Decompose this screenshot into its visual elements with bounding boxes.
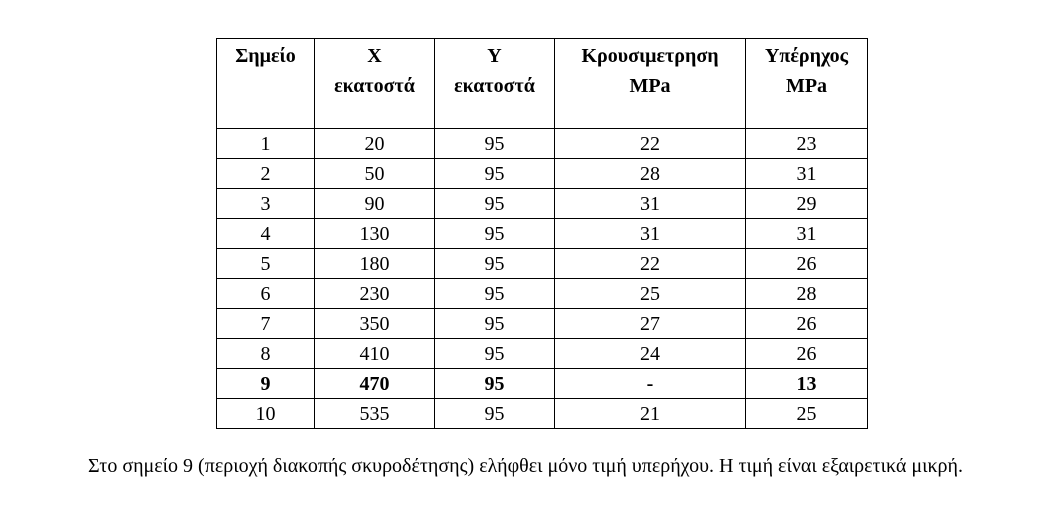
cell-x: 470 [315,369,435,399]
cell-x: 350 [315,309,435,339]
header-row [217,39,868,129]
cell-y: 95 [435,309,555,339]
cell-point: 10 [217,399,315,429]
cell-rebound: 24 [555,339,746,369]
table-row [217,219,868,249]
cell-y: 95 [435,339,555,369]
cell-rebound: 22 [555,249,746,279]
header-x-label: Χ [367,45,382,67]
cell-rebound: 25 [555,279,746,309]
table-row [217,279,868,309]
cell-ultrasound: 13 [746,369,868,399]
cell-y: 95 [435,189,555,219]
table-row [217,249,868,279]
cell-point: 3 [217,189,315,219]
cell-ultrasound: 29 [746,189,868,219]
cell-point: 9 [217,369,315,399]
table-row [217,399,868,429]
cell-ultrasound: 31 [746,219,868,249]
cell-x: 410 [315,339,435,369]
cell-x: 230 [315,279,435,309]
cell-y: 95 [435,129,555,159]
cell-y: 95 [435,249,555,279]
cell-point: 4 [217,219,315,249]
header-rebound-unit: MPa [629,75,671,97]
header-point [217,39,315,129]
table-row [217,369,868,399]
cell-ultrasound: 26 [746,309,868,339]
cell-x: 130 [315,219,435,249]
footnote-text: Στο σημείο 9 (περιοχή διακοπής σκυροδέτησης) ελήφθει μόνο τιμή υπερήχου. Η τιμή είναι εξαιρετικά μικρή. [88,455,963,477]
cell-x: 90 [315,189,435,219]
cell-y: 95 [435,159,555,189]
cell-x: 20 [315,129,435,159]
cell-rebound: 31 [555,189,746,219]
cell-x: 180 [315,249,435,279]
header-x-unit: εκατοστά [334,75,415,97]
header-ultrasound-unit: MPa [785,75,828,97]
header-rebound [555,39,746,129]
cell-y: 95 [435,219,555,249]
cell-ultrasound: 25 [746,399,868,429]
cell-rebound: 27 [555,309,746,339]
cell-rebound: 21 [555,399,746,429]
cell-y: 95 [435,279,555,309]
cell-point: 5 [217,249,315,279]
header-y [435,39,555,129]
cell-ultrasound: 31 [746,159,868,189]
cell-point: 8 [217,339,315,369]
table-row [217,129,868,159]
cell-rebound: 28 [555,159,746,189]
cell-ultrasound: 26 [746,249,868,279]
cell-x: 50 [315,159,435,189]
cell-point: 7 [217,309,315,339]
cell-ultrasound: 23 [746,129,868,159]
cell-rebound: - [555,369,746,399]
cell-point: 2 [217,159,315,189]
header-y-label: Υ [487,45,502,67]
table-body [217,129,868,429]
table-row [217,309,868,339]
cell-y: 95 [435,399,555,429]
header-x [315,39,435,129]
header-ultrasound [746,39,868,129]
cell-rebound: 31 [555,219,746,249]
cell-x: 535 [315,399,435,429]
cell-ultrasound: 28 [746,279,868,309]
header-y-unit: εκατοστά [454,75,535,97]
cell-point: 6 [217,279,315,309]
table-row [217,159,868,189]
header-point-label: Σημείο [235,45,296,67]
cell-ultrasound: 26 [746,339,868,369]
cell-rebound: 22 [555,129,746,159]
cell-point: 1 [217,129,315,159]
table-row [217,189,868,219]
header-ultrasound-label: Υπέρηχος [764,45,849,67]
measurements-table [216,38,868,429]
table-row [217,339,868,369]
header-rebound-label: Κρουσιμετρηση [581,45,719,67]
cell-y: 95 [435,369,555,399]
